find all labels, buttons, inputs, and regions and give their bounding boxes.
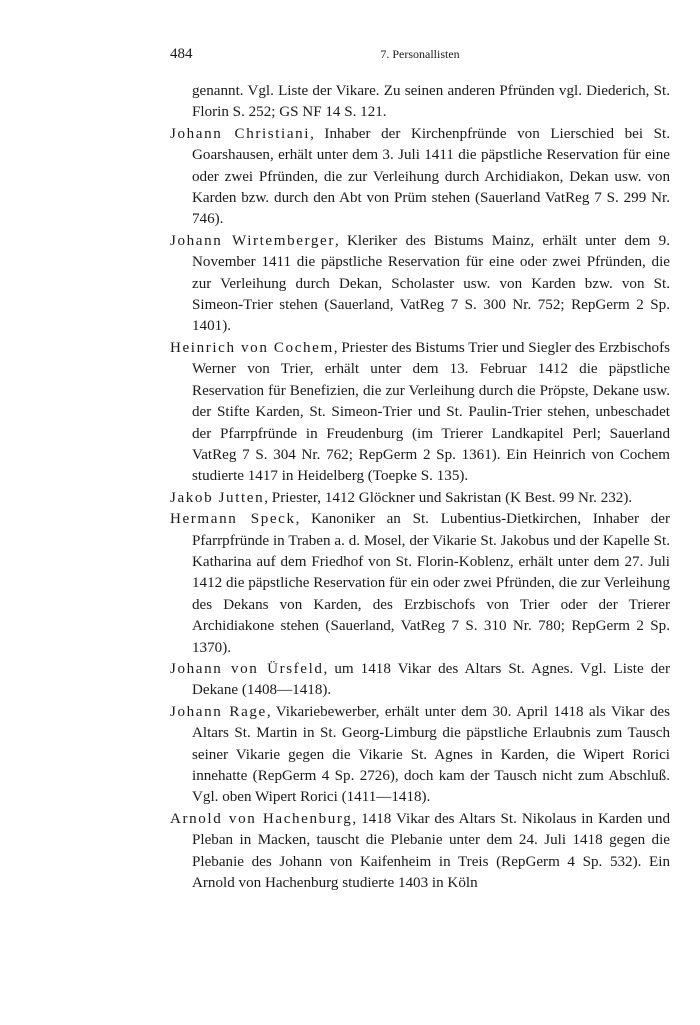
entry-text: , Inhaber der Kirchenpfründe von Lierschied bei St. Goarshausen, erhält unter dem 3. Juli 1411 die päpstliche Reservation für eine oder zwei Pfründen, die zur Verleihung durch Archidiakon, Dekan usw. von Karden bzw. durch den Abt von Prüm stehen (Sauerland VatReg 7 S. 299 Nr. 746). bbox=[192, 125, 670, 228]
entry-name: Hermann Speck bbox=[170, 511, 296, 528]
page-body bbox=[170, 81, 670, 894]
entry-text: , Priester, 1412 Glöckner und Sakristan (K Best. 99 Nr. 232). bbox=[264, 489, 633, 506]
page-header bbox=[170, 46, 670, 66]
entry-name: Johann Christiani bbox=[170, 125, 311, 142]
entry-name: Arnold von Hachenburg bbox=[170, 810, 353, 827]
entry-name: Heinrich von Cochem bbox=[170, 339, 334, 356]
page-number: 484 bbox=[170, 46, 193, 62]
entry-johann-wirtemberger bbox=[170, 231, 670, 338]
entry-text: , Kleriker des Bistums Mainz, erhält unter dem 9. November 1411 die päpstliche Reservation für eine oder zwei Pfründen, die zur Verleihung durch Dekan, Scholaster usw. von Karden bzw. von St. Simeon-Trier stehen (Sauerland, VatReg 7 S. 300 Nr. 752; RepGerm 2 Sp. 1401). bbox=[192, 232, 670, 335]
entry-text: , Vikariebewerber, erhält unter dem 30. April 1418 als Vikar des Altars St. Martin in St. Georg-Limburg die päpstliche Erlaubnis zum Tausch seiner Vikarie gegen die Vikarie St. Agnes in Karden, die Wipert Rorici innehatte (RepGerm 4 Sp. 2726), doch kam der Tausch nicht zum Abschluß. Vgl. oben Wipert Rorici (1411—1418). bbox=[192, 703, 670, 806]
entry-name: Johann von Ürsfeld bbox=[170, 660, 324, 677]
entry-heinrich-von-cochem bbox=[170, 338, 670, 488]
entry-name: Johann Wirtemberger bbox=[170, 232, 335, 249]
entry-jakob-jutten bbox=[170, 488, 670, 509]
continuation-paragraph: genannt. Vgl. Liste der Vikare. Zu seinen anderen Pfründen vgl. Diederich, St. Florin S. 252; GS NF 14 S. 121. bbox=[192, 83, 670, 121]
entry-name: Jakob Jutten bbox=[170, 489, 265, 506]
entry-text: , Kanoniker an St. Lubentius-Dietkirchen, Inhaber der Pfarrpfründe in Traben a. d. Mosel, der Vikarie St. Jakobus und der Kapelle St. Katharina auf dem Friedhof von St. Florin-Koblenz, erhält unter dem 27. Juli 1412 die päpstliche Reservation für ein oder zwei Pfründen, die zur Verleihung des Dekans von Karden, des Erzbischofs von Trier oder der Trierer Archidiakone stehen (Sauerland, VatReg 7 S. 310 Nr. 780; RepGerm 2 Sp. 1370). bbox=[192, 511, 670, 656]
entry-johann-christiani bbox=[170, 124, 670, 231]
entry-name: Johann Rage bbox=[170, 703, 267, 720]
entry-johann-rage bbox=[170, 702, 670, 809]
entry-hermann-speck bbox=[170, 509, 670, 659]
entry-text: , um 1418 Vikar des Altars St. Agnes. Vgl. Liste der Dekane (1408—1418). bbox=[192, 660, 670, 699]
entry-johann-von-uersfeld bbox=[170, 659, 670, 702]
entry-text: , Priester des Bistums Trier und Siegler des Erzbischofs Werner von Trier, erhält unter dem 13. Februar 1412 die päpstliche Reservation für Benefizien, die zur Verleihung durch die Pröpste, Dekane usw. der Stifte Karden, St. Simeon-Trier und St. Paulin-Trier stehen, unbeschadet der Pfarrpfründe in Freudenburg (im Trierer Landkapitel Perl; Sauerland VatReg 7 S. 304 Nr. 762; RepGerm 2 Sp. 1361). Ein Heinrich von Cochem studierte 1417 in Heidelberg (Toepke S. 135). bbox=[192, 339, 670, 485]
entry-arnold-von-hachenburg bbox=[170, 809, 670, 895]
entry-text: , 1418 Vikar des Altars St. Nikolaus in Karden und Pleban in Macken, tauscht die Plebanie unter dem 24. Juli 1418 gegen die Plebanie des Johann von Kaifenheim in Treis (RepGerm 4 Sp. 532). Ein Arnold von Hachenburg studierte 1403 in Köln bbox=[192, 810, 670, 892]
running-title: 7. Personallisten bbox=[380, 47, 460, 61]
